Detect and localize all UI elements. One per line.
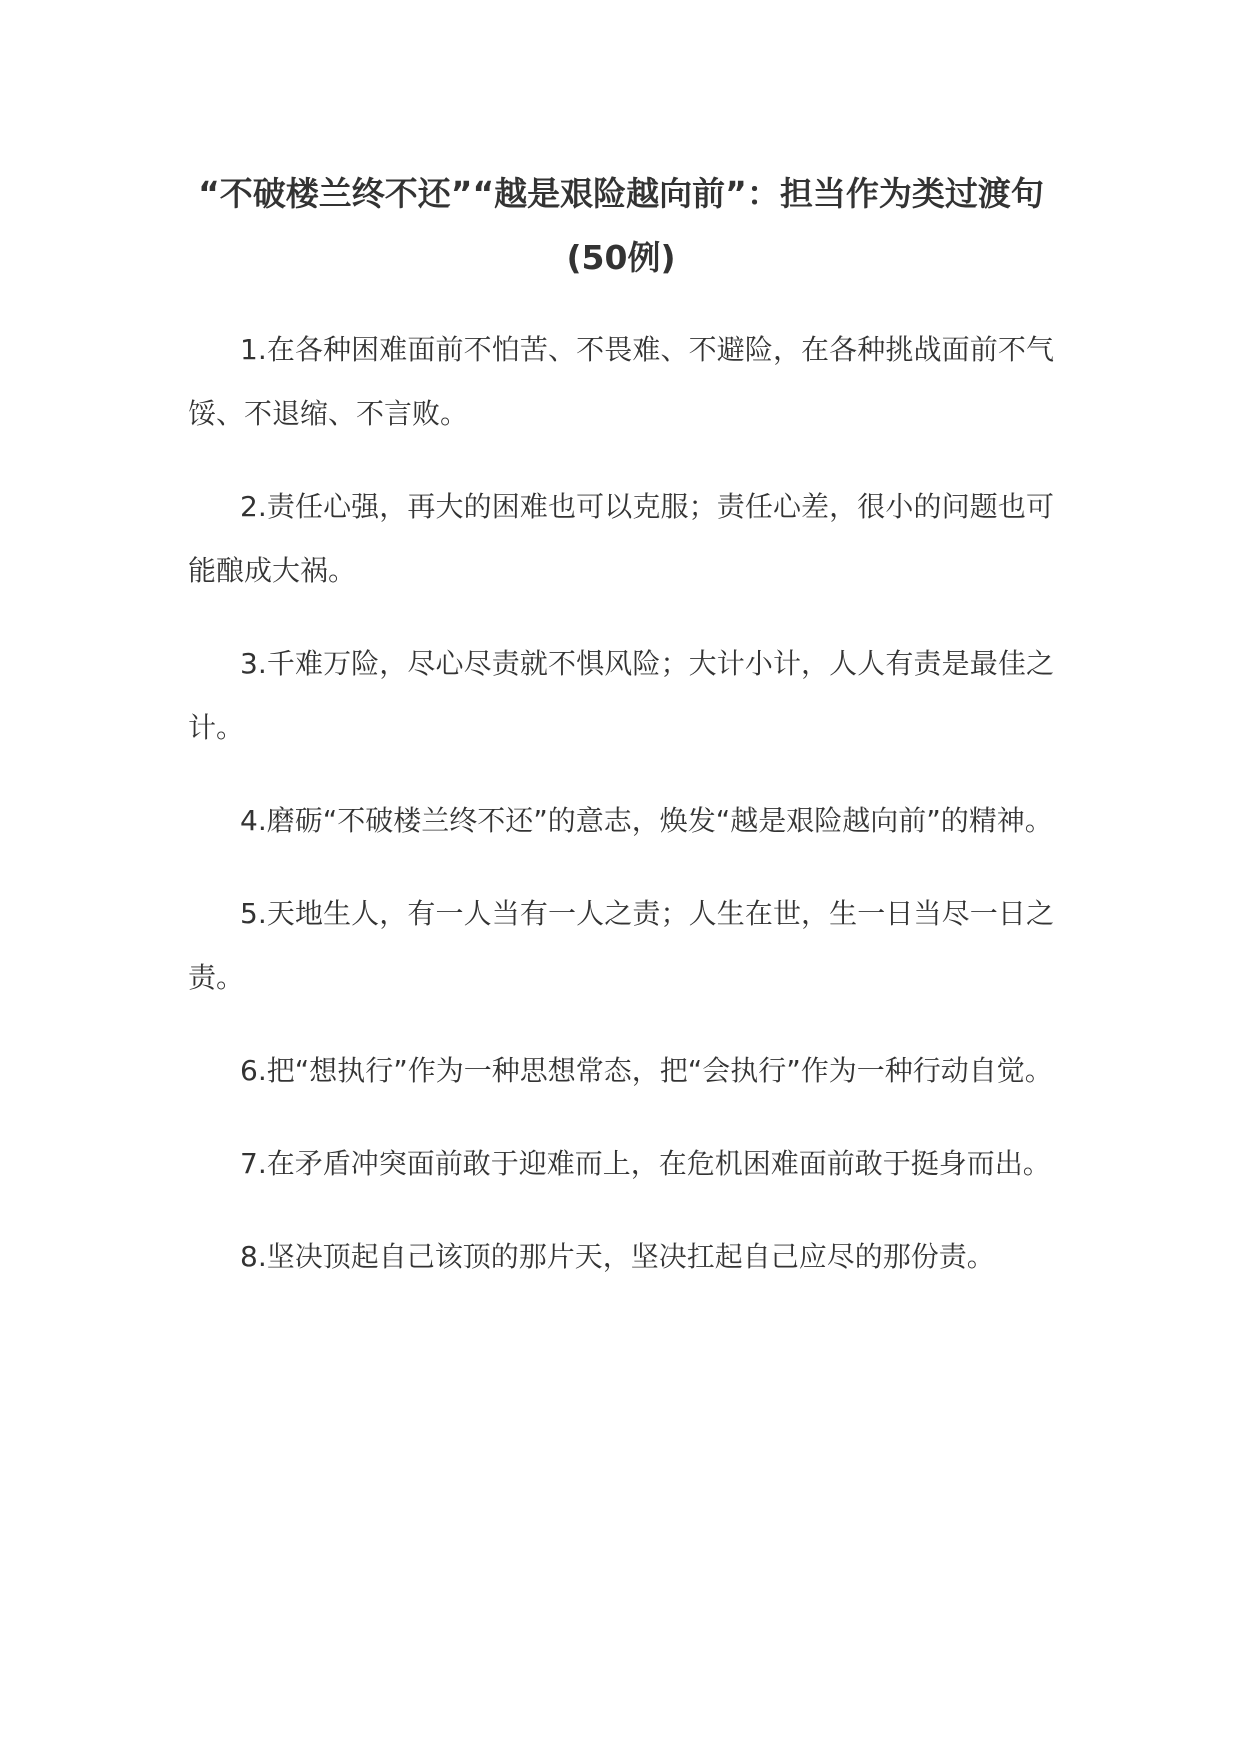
list-item: 7.在矛盾冲突面前敢于迎难而上，在危机困难面前敢于挺身而出。 — [240, 1147, 1051, 1180]
list-item: 4.磨砺“不破楼兰终不还”的意志，焕发“越是艰险越向前”的精神。 — [240, 804, 1053, 837]
item-list — [188, 318, 1054, 1289]
list-item: 6.把“想执行”作为一种思想常态，把“会执行”作为一种行动自觉。 — [240, 1054, 1053, 1087]
list-item: 3.千难万险，尽心尽责就不惧风险；大计小计，人人有责是最佳之计。 — [188, 647, 1054, 744]
list-item: 8.坚决顶起自己该顶的那片天，坚决扛起自己应尽的那份责。 — [240, 1240, 995, 1273]
list-item: 5.天地生人，有一人当有一人之责；人生在世，生一日当尽一日之责。 — [188, 897, 1054, 994]
list-item: 2.责任心强，再大的困难也可以克服；责任心差，很小的问题也可能酿成大祸。 — [188, 490, 1054, 587]
document-title: “不破楼兰终不还”“越是艰险越向前”：担当作为类过渡句(50例) — [198, 174, 1044, 277]
list-item: 1.在各种困难面前不怕苦、不畏难、不避险，在各种挑战面前不气馁、不退缩、不言败。 — [188, 333, 1054, 430]
document-page — [188, 162, 1054, 1318]
